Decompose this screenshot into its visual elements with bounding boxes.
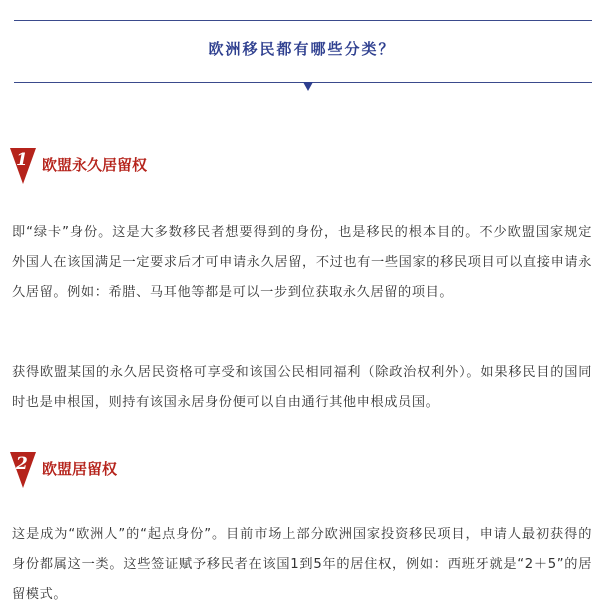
number-badge-icon <box>10 452 36 488</box>
badge-number: 2 <box>16 454 28 474</box>
section-title: 欧盟居留权 <box>42 460 118 478</box>
paragraph: 这是成为“欧洲人”的“起点身份”。目前市场上部分欧洲国家投资移民项目，申请人最初获得的身份都属这一类。这些签证赋予移民者在该国1到5年的居住权，例如：西班牙就是“2＋5”的居留模式。 <box>12 527 592 602</box>
section-title: 欧盟永久居留权 <box>42 156 148 174</box>
paragraph: 获得欧盟某国的永久居民资格可享受和该国公民相同福利（除政治权利外）。如果移民目的国同时也是申根国，则持有该国永居身份便可以自由通行其他申根成员国。 <box>12 365 592 410</box>
badge-number: 1 <box>16 150 28 170</box>
header-top-rule <box>14 20 592 21</box>
number-badge-icon <box>10 148 36 184</box>
page-title: 欧洲移民都有哪些分类？ <box>208 40 396 58</box>
paragraph: 即“绿卡”身份。这是大多数移民者想要得到的身份，也是移民的根本目的。不少欧盟国家规定外国人在该国满足一定要求后才可申请永久居留，不过也有一些国家的移民项目可以直接申请永久居留。例如：希腊、马耳他等都是可以一步到位获取永久居留的项目。 <box>12 225 592 300</box>
down-arrow-icon <box>303 82 313 91</box>
